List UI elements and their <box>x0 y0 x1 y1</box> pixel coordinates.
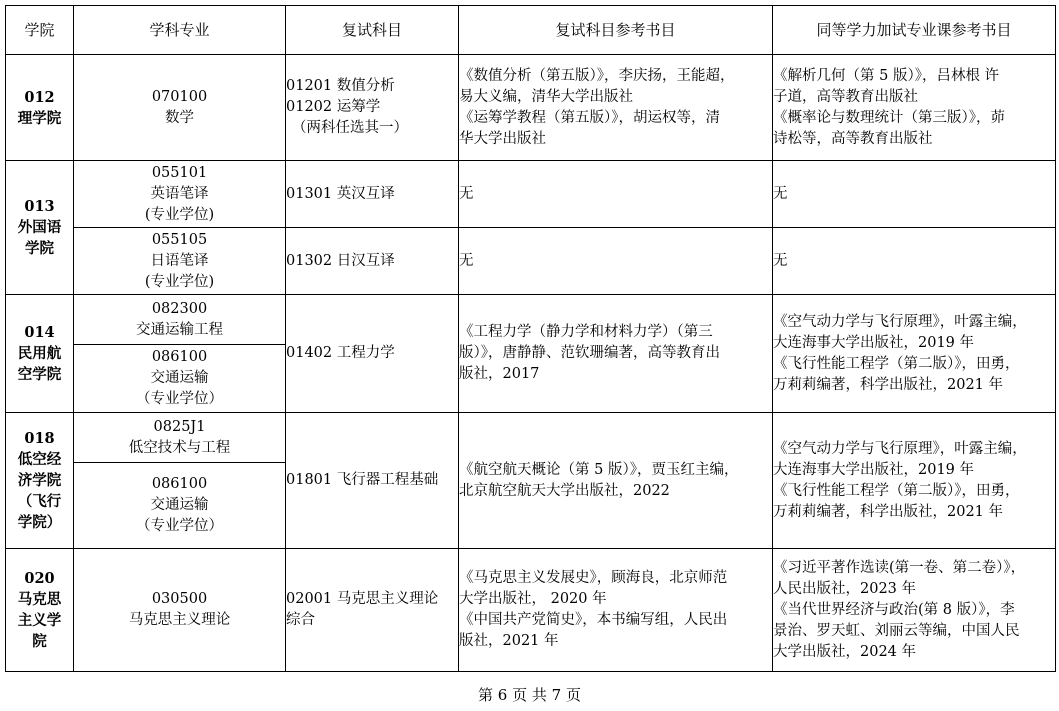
ref-cell: 《马克思主义发展史》，顾海良，北京师范 大学出版社， 2020 年 《中国共产党简史》，本书编写组，人民出 版社，2021 年 <box>459 549 773 672</box>
exam-cell: 01801 飞行器工程基础 <box>286 413 459 549</box>
exam-cell: 01302 日汉互译 <box>286 228 459 295</box>
ref-cell: 《工程力学（静力学和材料力学）（第三 版）》，唐静静、范钦珊编著，高等教育出 版社，2017 <box>459 295 773 413</box>
table-row <box>6 295 1056 345</box>
admission-table <box>5 5 1056 672</box>
header-ref: 复试科目参考书目 <box>459 6 773 55</box>
college-cell: 013 外国语 学院 <box>6 161 74 295</box>
major-cell: 055105 日语笔译 (专业学位) <box>74 228 286 295</box>
table-row <box>6 161 1056 228</box>
extra-ref-cell: 《空气动力学与飞行原理》，叶露主编， 大连海事大学出版社，2019 年 《飞行性能工程学（第二版）》，田勇， 万莉莉编著，科学出版社，2021 年 <box>773 413 1056 549</box>
exam-cell: 01402 工程力学 <box>286 295 459 413</box>
college-cell: 020 马克思 主义学 院 <box>6 549 74 672</box>
major-cell: 0825J1 低空技术与工程 <box>74 413 286 463</box>
header-extra-ref: 同等学力加试专业课参考书目 <box>773 6 1056 55</box>
major-cell: 030500 马克思主义理论 <box>74 549 286 672</box>
extra-ref-cell: 无 <box>773 228 1056 295</box>
ref-cell: 《数值分析（第五版）》，李庆扬，王能超， 易大义编，清华大学出版社 《运筹学教程（第五版）》，胡运权等，清 华大学出版社 <box>459 55 773 161</box>
college-cell: 018 低空经 济学院 （飞行 学院） <box>6 413 74 549</box>
ref-cell: 无 <box>459 161 773 228</box>
extra-ref-cell: 无 <box>773 161 1056 228</box>
ref-cell: 无 <box>459 228 773 295</box>
extra-ref-cell: 《解析几何（第 5 版）》，吕林根 许 子道，高等教育出版社 《概率论与数理统计（第三版）》，茆 诗松等，高等教育出版社 <box>773 55 1056 161</box>
page-footer: 第 6 页 共 7 页 <box>478 686 581 704</box>
extra-ref-cell: 《空气动力学与飞行原理》，叶露主编， 大连海事大学出版社，2019 年 《飞行性能工程学（第二版）》，田勇， 万莉莉编著，科学出版社，2021 年 <box>773 295 1056 413</box>
major-cell: 055101 英语笔译 (专业学位) <box>74 161 286 228</box>
extra-ref-cell: 《习近平著作选读(第一卷、第二卷）》， 人民出版社，2023 年 《当代世界经济与政治(第 8 版）》，李 景治、罗天虹、刘丽云等编，中国人民 大学出版社，2024 年 <box>773 549 1056 672</box>
header-college: 学院 <box>6 6 74 55</box>
major-cell: 086100 交通运输 （专业学位） <box>74 345 286 413</box>
table-row <box>6 549 1056 672</box>
major-cell: 082300 交通运输工程 <box>74 295 286 345</box>
table-row <box>6 55 1056 161</box>
exam-cell: 02001 马克思主义理论 综合 <box>286 549 459 672</box>
exam-cell: 01301 英汉互译 <box>286 161 459 228</box>
exam-cell: 01201 数值分析 01202 运筹学 （两科任选其一） <box>286 55 459 161</box>
table-row <box>6 228 1056 295</box>
table-header-row <box>6 6 1056 55</box>
ref-cell: 《航空航天概论（第 5 版）》，贾玉红主编， 北京航空航天大学出版社，2022 <box>459 413 773 549</box>
header-exam: 复试科目 <box>286 6 459 55</box>
table-row <box>6 413 1056 463</box>
major-cell: 070100 数学 <box>74 55 286 161</box>
header-major: 学科专业 <box>74 6 286 55</box>
major-cell: 086100 交通运输 （专业学位） <box>74 463 286 549</box>
college-cell: 014 民用航 空学院 <box>6 295 74 413</box>
college-cell: 012 理学院 <box>6 55 74 161</box>
